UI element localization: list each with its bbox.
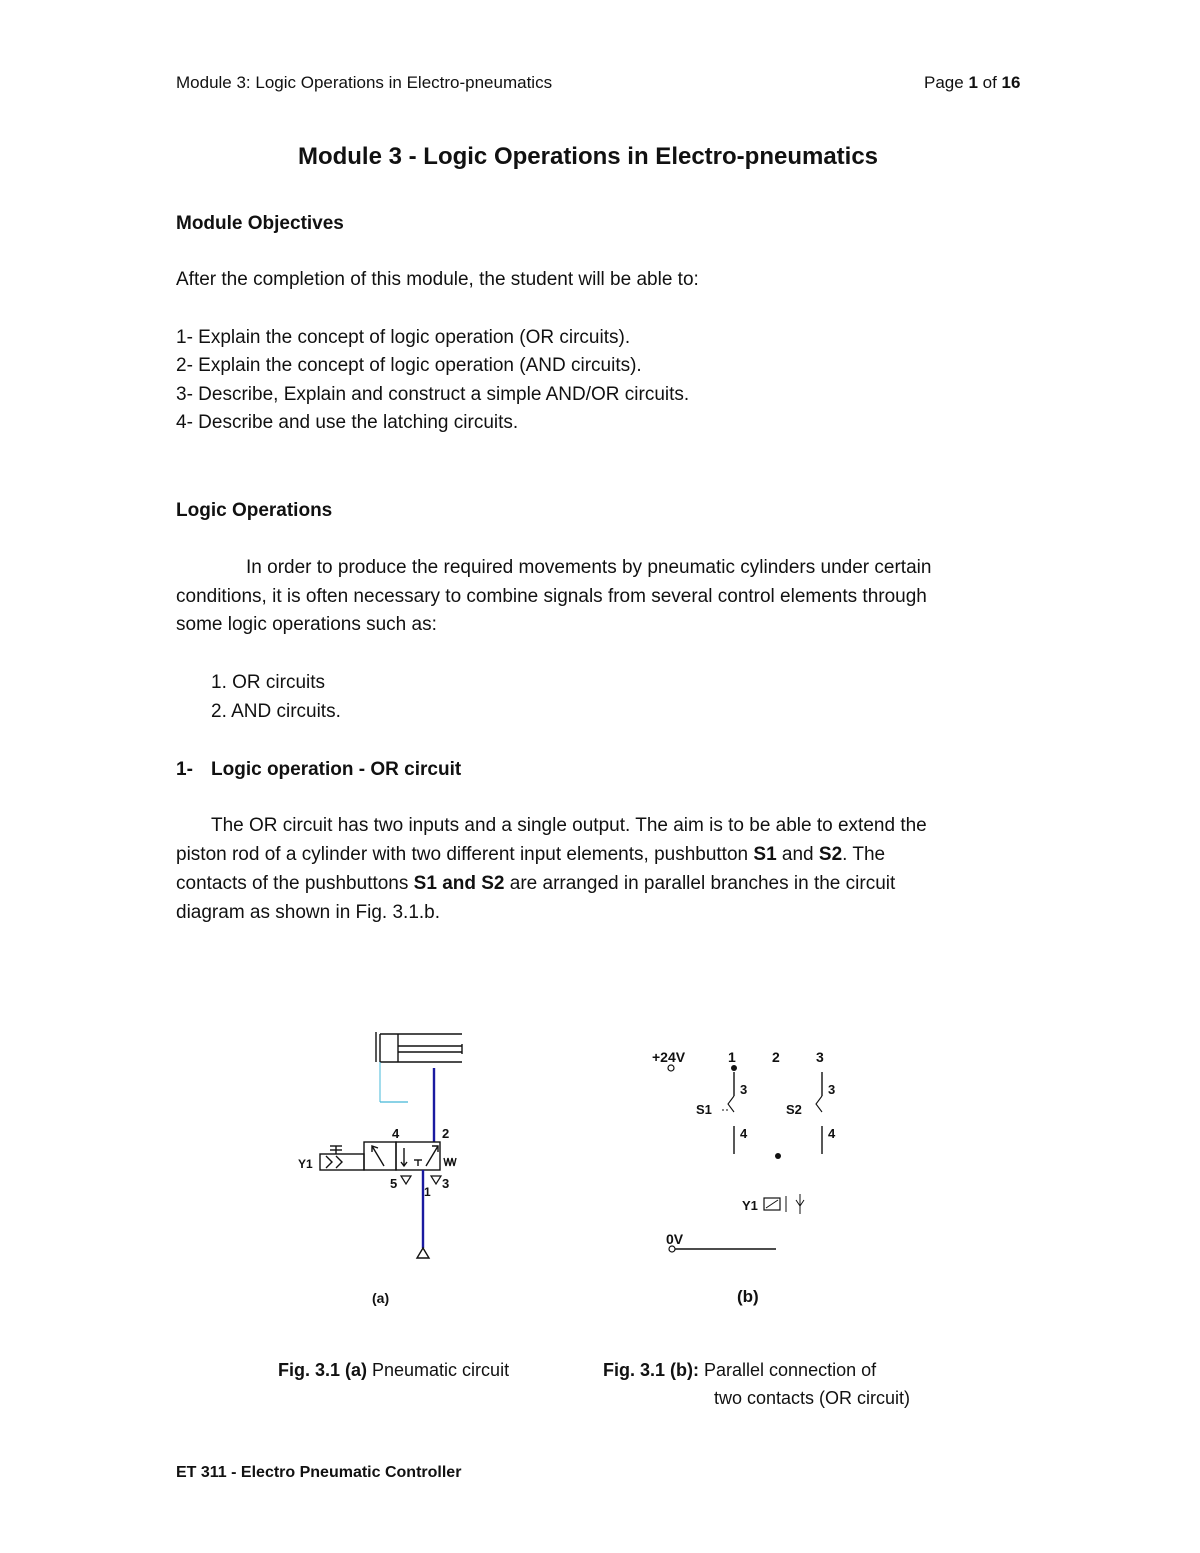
objective-item: 3- Describe, Explain and construct a simple AND/OR circuits. — [176, 384, 690, 405]
s1-top-terminal: 3 — [740, 1082, 748, 1097]
s2-label: S2 — [786, 1102, 802, 1117]
objectives-heading: Module Objectives — [176, 213, 344, 234]
figure-b-caption: Fig. 3.1 (b): Parallel connection of — [603, 1360, 877, 1380]
paragraph-line: In order to produce the required movements by pneumatic cylinders under certain — [246, 557, 932, 578]
exhaust-5-icon — [401, 1176, 411, 1184]
figure-b-sublabel: (b) — [737, 1287, 759, 1306]
objectives-intro: After the completion of this module, the student will be able to: — [176, 269, 699, 290]
column-2-label: 2 — [772, 1049, 780, 1065]
supply-terminal-icon — [668, 1065, 674, 1071]
electrical-circuit-diagram — [640, 1040, 860, 1260]
figure-b-caption-line2: two contacts (OR circuit) — [714, 1388, 911, 1408]
s2-top-terminal: 3 — [828, 1082, 836, 1097]
port-4-label: 4 — [392, 1126, 400, 1141]
s2-contact-icon — [816, 1096, 822, 1112]
junction-dot-icon — [775, 1153, 781, 1159]
port-3-label: 3 — [442, 1176, 450, 1191]
port-1-label: 1 — [424, 1185, 431, 1199]
page-number: Page 1 of 16 — [924, 73, 1021, 92]
port-5-label: 5 — [390, 1176, 398, 1191]
paragraph-line: piston rod of a cylinder with two different input elements, pushbutton S1 and S2. The — [176, 844, 886, 865]
paragraph-line: contacts of the pushbuttons S1 and S2 are arranged in parallel branches in the circuit — [176, 873, 896, 894]
cylinder-symbol — [376, 1032, 462, 1062]
solenoid-label: Y1 — [298, 1157, 313, 1171]
figure-a-sublabel: (a) — [372, 1290, 390, 1306]
list-item: 2. AND circuits. — [211, 701, 341, 722]
page-title: Module 3 - Logic Operations in Electro-pneumatics — [297, 143, 879, 170]
pressure-source-icon — [417, 1248, 429, 1258]
supply-label: +24V — [652, 1049, 686, 1065]
figure-a-caption: Fig. 3.1 (a) Pneumatic circuit — [278, 1360, 510, 1380]
running-header: Module 3: Logic Operations in Electro-pneumatics — [176, 73, 553, 92]
column-1-label: 1 — [728, 1049, 736, 1065]
objective-item: 2- Explain the concept of logic operation (AND circuits). — [176, 355, 642, 376]
s1-label: S1 — [696, 1102, 712, 1117]
ground-label: 0V — [666, 1231, 684, 1247]
section-heading: Logic operation - OR circuit — [211, 759, 462, 780]
list-item: 1. OR circuits — [211, 672, 326, 693]
pneumatic-circuit-diagram — [280, 1020, 500, 1280]
objective-item: 4- Describe and use the latching circuits. — [176, 412, 519, 433]
coil-label: Y1 — [742, 1198, 758, 1213]
exhaust-3-icon — [431, 1176, 441, 1184]
port-2-label: 2 — [442, 1126, 450, 1141]
paragraph-line: The OR circuit has two inputs and a single output. The aim is to be able to extend the — [211, 815, 927, 836]
valve-5-2-symbol — [320, 1142, 456, 1170]
section-number: 1- — [176, 759, 193, 780]
paragraph-line: diagram as shown in Fig. 3.1.b. — [176, 902, 441, 923]
column-3-label: 3 — [816, 1049, 824, 1065]
logic-operations-heading: Logic Operations — [176, 500, 333, 521]
s1-bottom-terminal: 4 — [740, 1126, 748, 1141]
junction-dot-icon — [731, 1065, 737, 1071]
paragraph-line: conditions, it is often necessary to combine signals from several control elements through — [176, 586, 927, 607]
s1-contact-icon — [728, 1096, 734, 1112]
page-footer: ET 311 - Electro Pneumatic Controller — [176, 1464, 462, 1481]
s2-bottom-terminal: 4 — [828, 1126, 836, 1141]
paragraph-line: some logic operations such as: — [176, 614, 437, 635]
objective-item: 1- Explain the concept of logic operation (OR circuits). — [176, 327, 631, 348]
